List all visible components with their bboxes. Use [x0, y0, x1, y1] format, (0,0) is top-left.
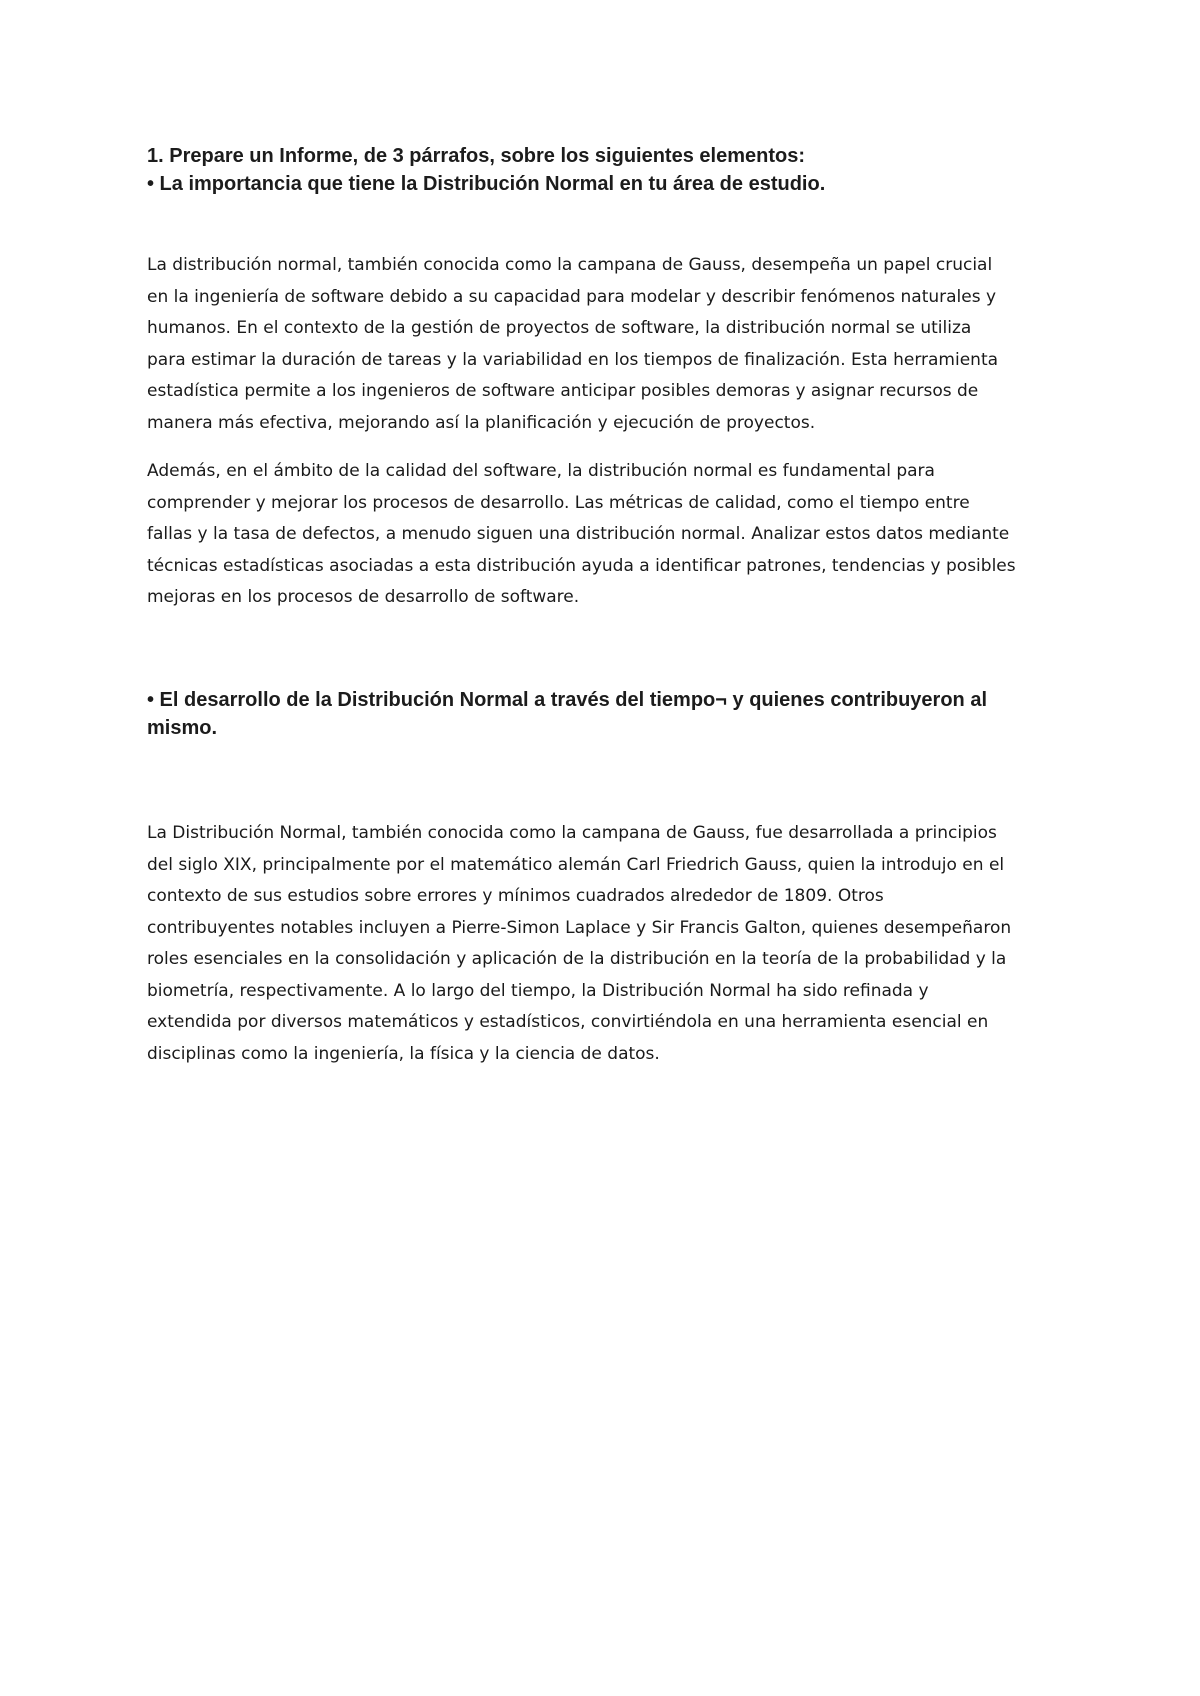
- paragraph-line: mejoras en los procesos de desarrollo de software.: [147, 587, 580, 607]
- paragraph-line: en la ingeniería de software debido a su capacidad para modelar y describir fenómenos naturales y: [147, 286, 997, 307]
- paragraph-line: disciplinas como la ingeniería, la física y la ciencia de datos.: [147, 1043, 660, 1064]
- paragraph-line: para estimar la duración de tareas y la variabilidad en los tiempos de finalización. Esta herramienta: [147, 349, 999, 370]
- paragraph-software-engineering: [147, 250, 1067, 439]
- paragraph-line: fallas y la tasa de defectos, a menudo siguen una distribución normal. Analizar estos datos mediante: [147, 524, 1010, 544]
- paragraph-line: extendida por diversos matemáticos y estadísticos, convirtiéndola en una herramienta esencial en: [147, 1012, 989, 1032]
- heading-line: • El desarrollo de la Distribución Normal a través del tiempo¬ y quienes contribuyeron al: [147, 689, 988, 711]
- paragraph-line: Además, en el ámbito de la calidad del software, la distribución normal es fundamental para: [147, 461, 935, 481]
- paragraph-line: La distribución normal, también conocida como la campana de Gauss, desempeña un papel crucial: [147, 255, 993, 275]
- section-heading-importance: [147, 142, 1067, 198]
- paragraph-line: contexto de sus estudios sobre errores y mínimos cuadrados alrededor de 1809. Otros: [147, 886, 884, 906]
- heading-line: 1. Prepare un Informe, de 3 párrafos, sobre los siguientes elementos:: [147, 145, 805, 167]
- paragraph-line: contribuyentes notables incluyen a Pierre-Simon Laplace y Sir Francis Galton, quienes desempeñaron: [147, 917, 1012, 938]
- paragraph-line: humanos. En el contexto de la gestión de proyectos de software, la distribución normal se utiliza: [147, 318, 972, 338]
- heading-line: mismo.: [147, 717, 218, 739]
- paragraph-line: estadística permite a los ingenieros de software anticipar posibles demoras y asignar recursos de: [147, 381, 979, 401]
- paragraph-line: La Distribución Normal, también conocida como la campana de Gauss, fue desarrollada a principios: [147, 823, 997, 843]
- paragraph-line: comprender y mejorar los procesos de desarrollo. Las métricas de calidad, como el tiempo entre: [147, 492, 970, 513]
- heading-line: • La importancia que tiene la Distribución Normal en tu área de estudio.: [147, 173, 826, 195]
- paragraph-line: técnicas estadísticas asociadas a esta distribución ayuda a identificar patrones, tendencias y posibles: [147, 555, 1016, 576]
- paragraph-line: manera más efectiva, mejorando así la planificación y ejecución de proyectos.: [147, 412, 816, 433]
- paragraph-line: del siglo XIX, principalmente por el matemático alemán Carl Friedrich Gauss, quien la introdujo en el: [147, 854, 1005, 875]
- paragraph-history: [147, 818, 1067, 1070]
- section-heading-history: [147, 686, 1067, 742]
- paragraph-software-quality: [147, 456, 1067, 614]
- paragraph-line: biometría, respectivamente. A lo largo del tiempo, la Distribución Normal ha sido refinada y: [147, 980, 929, 1001]
- paragraph-line: roles esenciales en la consolidación y aplicación de la distribución en la teoría de la probabilidad y la: [147, 949, 1007, 969]
